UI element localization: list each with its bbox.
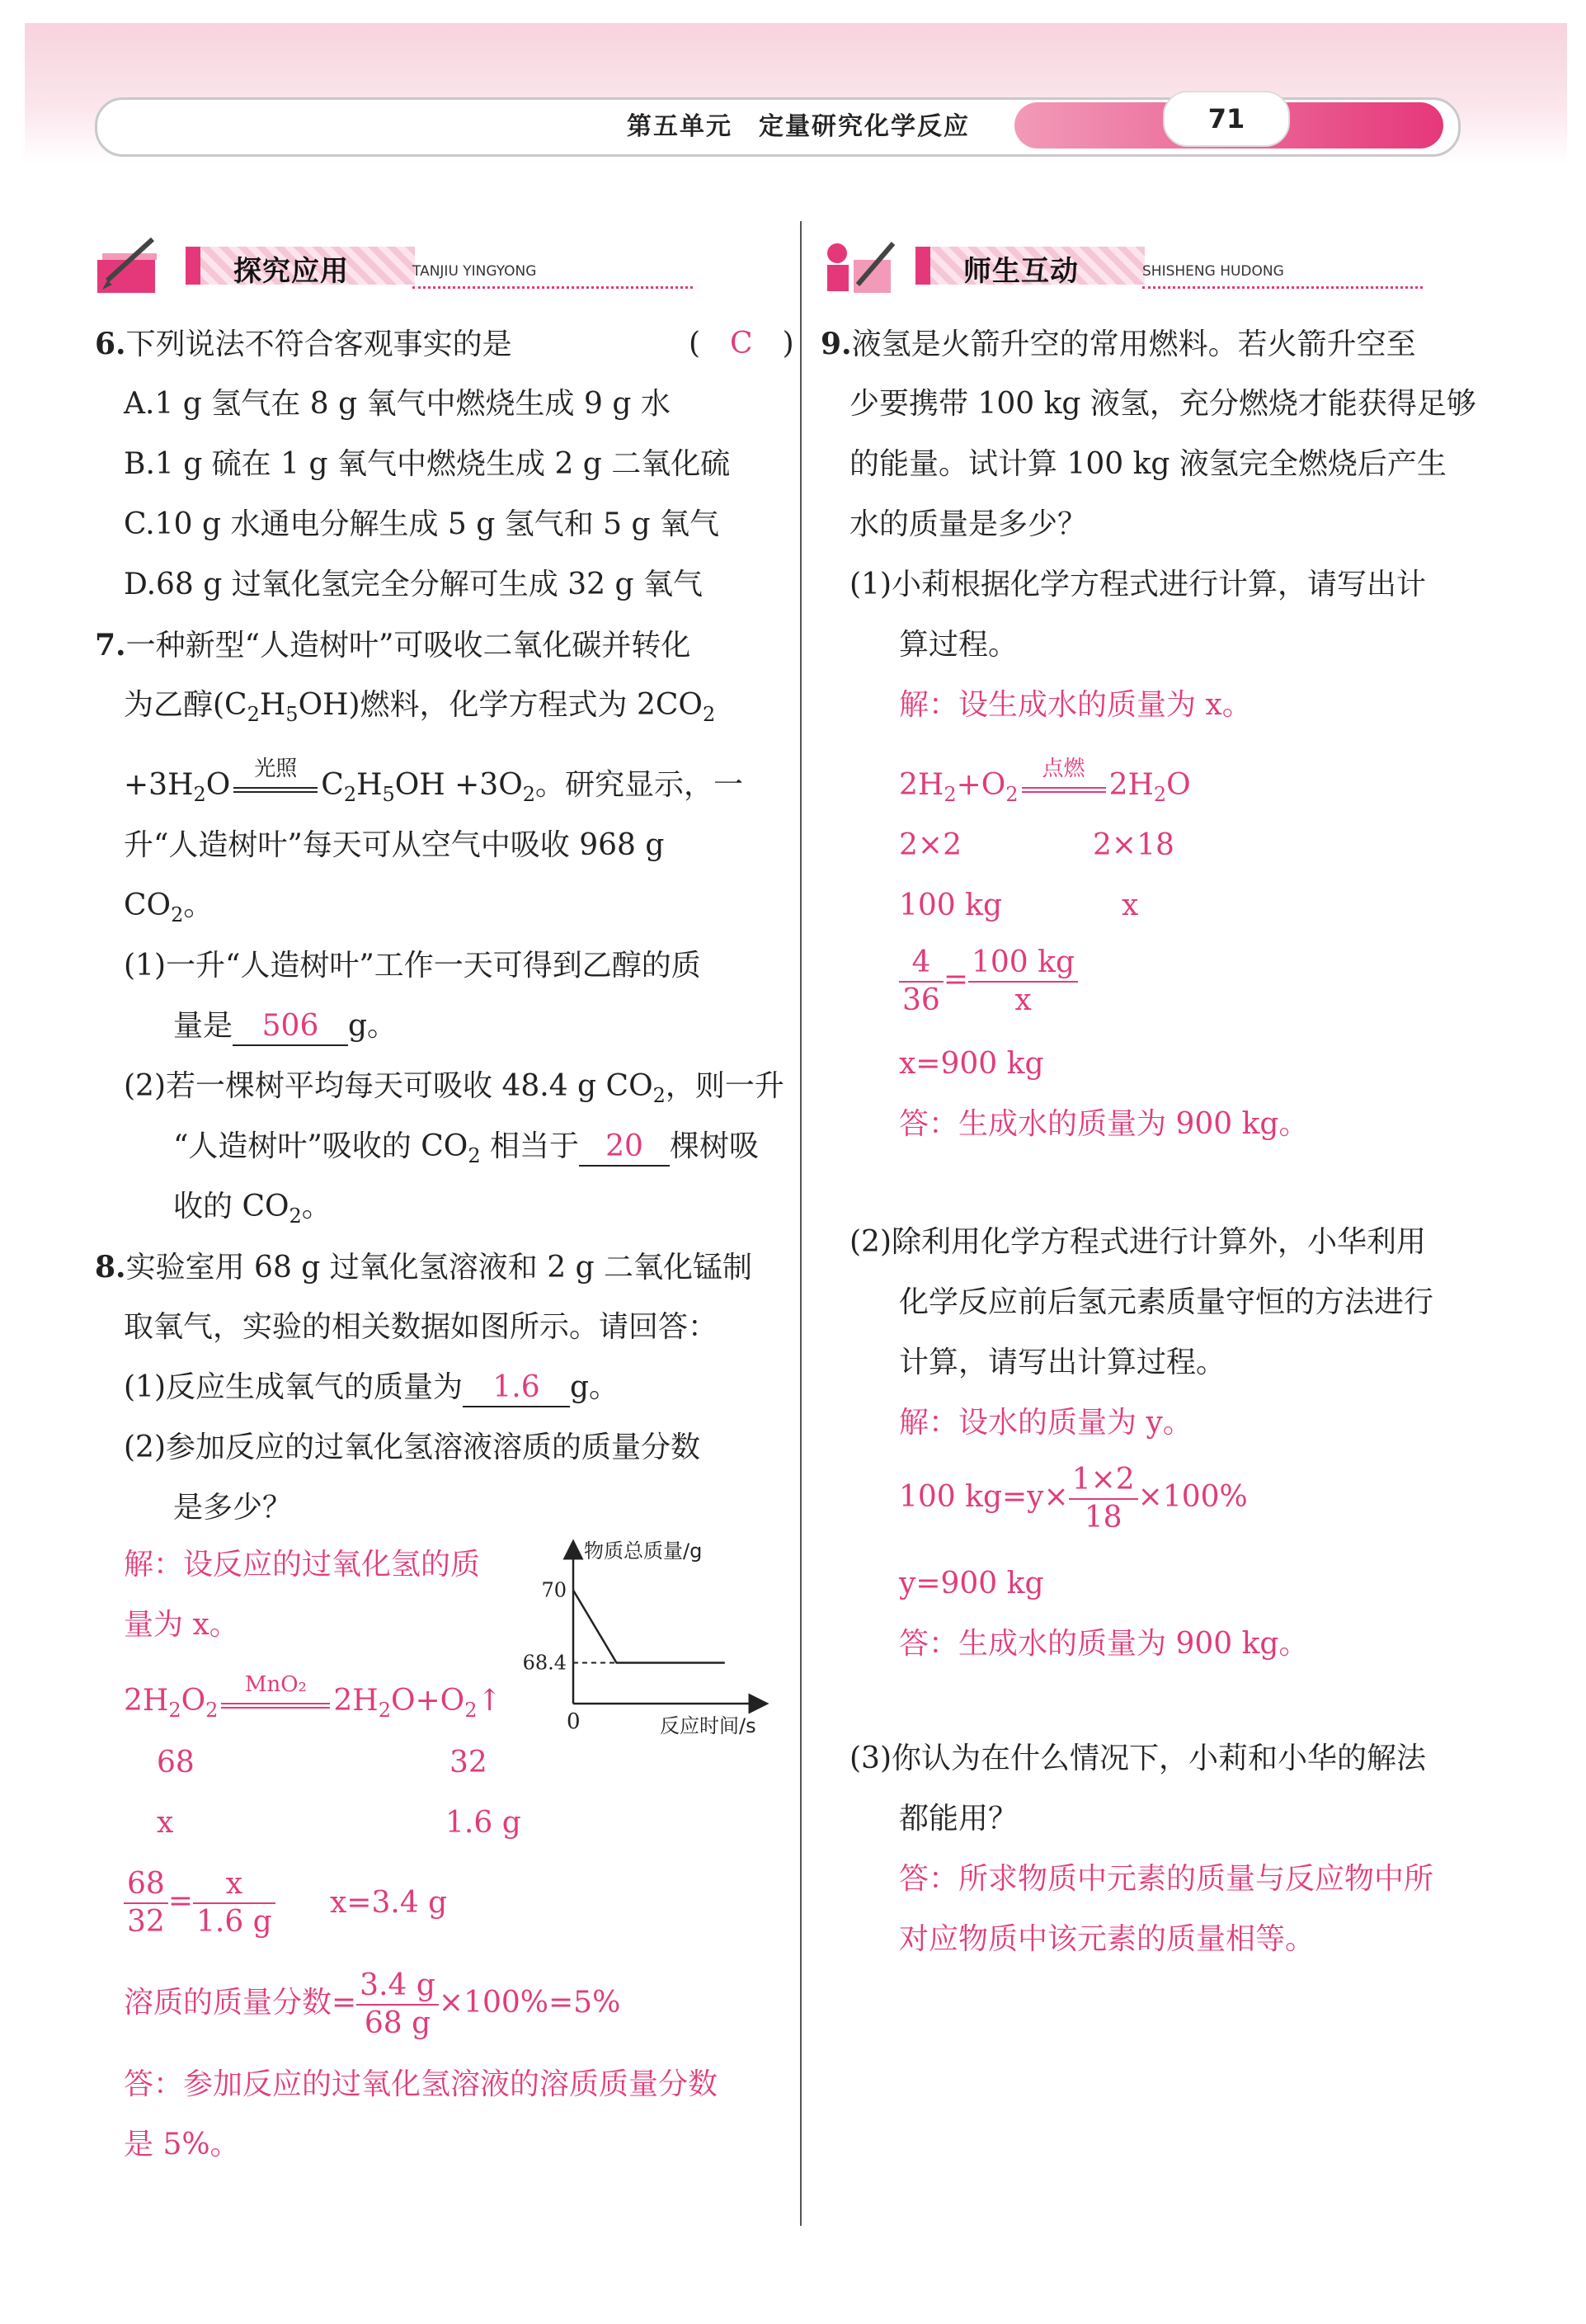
section-title: 探究应用 xyxy=(233,255,349,288)
q8-stem-2: 取氧气，实验的相关数据如图所示。请回答： xyxy=(124,1310,718,1344)
q9-part3-b: 都能用？ xyxy=(899,1802,1019,1836)
q8-mass-fraction: 溶质的质量分数= $\frac{3.4 g}{68 g}$ ×100%=5% xyxy=(124,1968,621,2040)
q9-part2-c: 计算，请写出计算过程。 xyxy=(899,1346,1226,1379)
x-axis-label: 反应时间/s xyxy=(660,1714,756,1737)
origin-label: 0 xyxy=(567,1709,581,1734)
column-divider xyxy=(800,221,802,2226)
mass-time-chart xyxy=(511,1534,775,1749)
q8-part2: (2)参加反应的过氧化氢溶液溶质的质量分数 xyxy=(124,1431,700,1464)
q8-proportion: $\frac{68}{32}$ = $\frac{x}{1.6 g}$ xyxy=(124,1866,275,1940)
q6-option-c: C.10 g 水通电分解生成 5 g 氢气和 5 g 氧气 xyxy=(124,507,720,541)
header-title: 第五单元 定量研究化学反应 xyxy=(627,112,970,141)
q9-ratio-1a: 2×2 xyxy=(899,828,962,862)
q7-stem-2: 为乙醇$(C_2H_5OH)$燃料，化学方程式为 $2CO_2$ xyxy=(124,688,716,727)
q8-answer-2: 是 5%。 xyxy=(124,2128,240,2161)
q9-solution-2: 解：设水的质量为 y。 xyxy=(899,1406,1193,1440)
section-title-en: TANJIU YINGYONG xyxy=(412,263,537,280)
q9-part3: (3)你认为在什么情况下，小莉和小华的解法 xyxy=(849,1742,1426,1775)
q8-part1: (1)反应生成氧气的质量为 1.6 g。 xyxy=(124,1369,619,1407)
q9-ratio-2a: 100 kg xyxy=(899,889,1003,922)
section-title-en: SHISHENG HUDONG xyxy=(1142,263,1284,280)
q9-ratio-1b: 2×18 xyxy=(1093,828,1174,862)
pen-icon xyxy=(821,235,899,297)
q8-solution-2: 量为 x。 xyxy=(124,1608,239,1642)
q8-ratio-32: 32 xyxy=(449,1746,487,1780)
q9-stem-1: 9.液氢是火箭升空的常用燃料。若火箭升空至 xyxy=(821,327,1416,361)
q9-result-2: y=900 kg xyxy=(899,1567,1044,1600)
q9-answer-3b: 对应物质中该元素的质量相等。 xyxy=(899,1922,1315,1956)
mass-series-line xyxy=(573,1591,725,1663)
q9-stem-3: 的能量。试计算 100 kg 液氢完全燃烧后产生 xyxy=(849,447,1447,481)
q9-hydrogen-calc: 100 kg=y× $\frac{1\times 2}{18}$ ×100% xyxy=(899,1463,1248,1534)
q9-part1-end: 算过程。 xyxy=(899,628,1019,662)
q6-option-d: D.68 g 过氧化氢完全分解可生成 32 g 氧气 xyxy=(124,568,703,601)
pen-icon xyxy=(91,235,169,297)
q7-part1: (1)一升“人造树叶”工作一天可得到乙醇的质 xyxy=(124,949,701,983)
q9-ratio-2b: x xyxy=(1122,889,1139,922)
q8-equation: $2H_2O_2$ MnO₂ $2H_2O+O_2↑$ xyxy=(124,1672,502,1723)
section-title: 师生互动 xyxy=(963,255,1079,288)
y-tick-label: 68.4 xyxy=(522,1651,567,1675)
q9-proportion: $\frac{4}{36}$ = $\frac{100 kg}{x}$ xyxy=(899,945,1078,1019)
q6-option-b: B.1 g 硫在 1 g 氧气中燃烧生成 2 g 二氧化硫 xyxy=(124,447,731,481)
q6-answer: ( C ) xyxy=(689,327,794,361)
q7-stem-5: $CO_2$。 xyxy=(124,889,214,927)
q7-part2-blank: “人造树叶”吸收的 $CO_2$ 相当于 20 棵树吸 xyxy=(173,1129,760,1168)
q9-part2-b: 化学反应前后氢元素质量守恒的方法进行 xyxy=(899,1285,1434,1319)
y-tick-label: 70 xyxy=(541,1578,567,1602)
q7-part1-blank: 量是 506 g。 xyxy=(173,1008,397,1046)
y-axis-label: 物质总质量/g xyxy=(584,1539,703,1563)
q8-ratio-x: x xyxy=(157,1806,174,1840)
q9-part1: (1)小莉根据化学方程式进行计算，请写出计 xyxy=(849,568,1426,601)
q7-part2: (2)若一棵树平均每天可吸收 48.4 g $CO_2$，则一升 xyxy=(124,1069,784,1108)
q9-stem-4: 水的质量是多少？ xyxy=(849,507,1088,541)
q8-ratio-1-6: 1.6 g xyxy=(445,1806,521,1840)
q8-solution-1: 解：设反应的过氧化氢的质 xyxy=(124,1548,481,1582)
q9-answer-1: 答：生成水的质量为 900 kg。 xyxy=(899,1107,1309,1141)
q9-stem-2: 少要携带 100 kg 液氢，充分燃烧才能获得足够 xyxy=(849,387,1476,421)
q9-part2: (2)除利用化学方程式进行计算外，小华利用 xyxy=(849,1225,1426,1259)
page-number: 71 xyxy=(1163,91,1290,147)
q9-answer-2: 答：生成水的质量为 900 kg。 xyxy=(899,1627,1309,1661)
q8-part2-end: 是多少？ xyxy=(173,1491,293,1525)
q9-answer-3a: 答：所求物质中元素的质量与反应物中所 xyxy=(899,1862,1434,1896)
q8-ratio-68: 68 xyxy=(157,1746,195,1780)
q8-x-result: x=3.4 g xyxy=(330,1886,448,1920)
q7-stem: 7.一种新型“人造树叶”可吸收二氧化碳并转化 xyxy=(95,628,691,662)
q7-stem-4: 升“人造树叶”每天可从空气中吸收 968 g xyxy=(124,828,665,862)
q9-equation: $2H_2+O_2$ 点燃 $2H_2O$ xyxy=(899,757,1191,807)
q9-result-1: x=900 kg xyxy=(899,1047,1044,1081)
q9-solution-1: 解：设生成水的质量为 x。 xyxy=(899,688,1252,722)
q7-equation: $+3H_2O$ 光照 $C_2H_5OH +3O_2$。研究显示，一 xyxy=(124,757,744,807)
q7-part2-end: 收的 $CO_2$。 xyxy=(173,1190,332,1228)
q8-answer-1: 答：参加反应的过氧化氢溶液的溶质质量分数 xyxy=(124,2067,718,2101)
q8-stem: 8.实验室用 68 g 过氧化氢溶液和 2 g 二氧化锰制 xyxy=(95,1250,753,1285)
q6-option-a: A.1 g 氢气在 8 g 氧气中燃烧生成 9 g 水 xyxy=(124,387,671,421)
q6-stem: 6.下列说法不符合客观事实的是 xyxy=(95,327,512,361)
